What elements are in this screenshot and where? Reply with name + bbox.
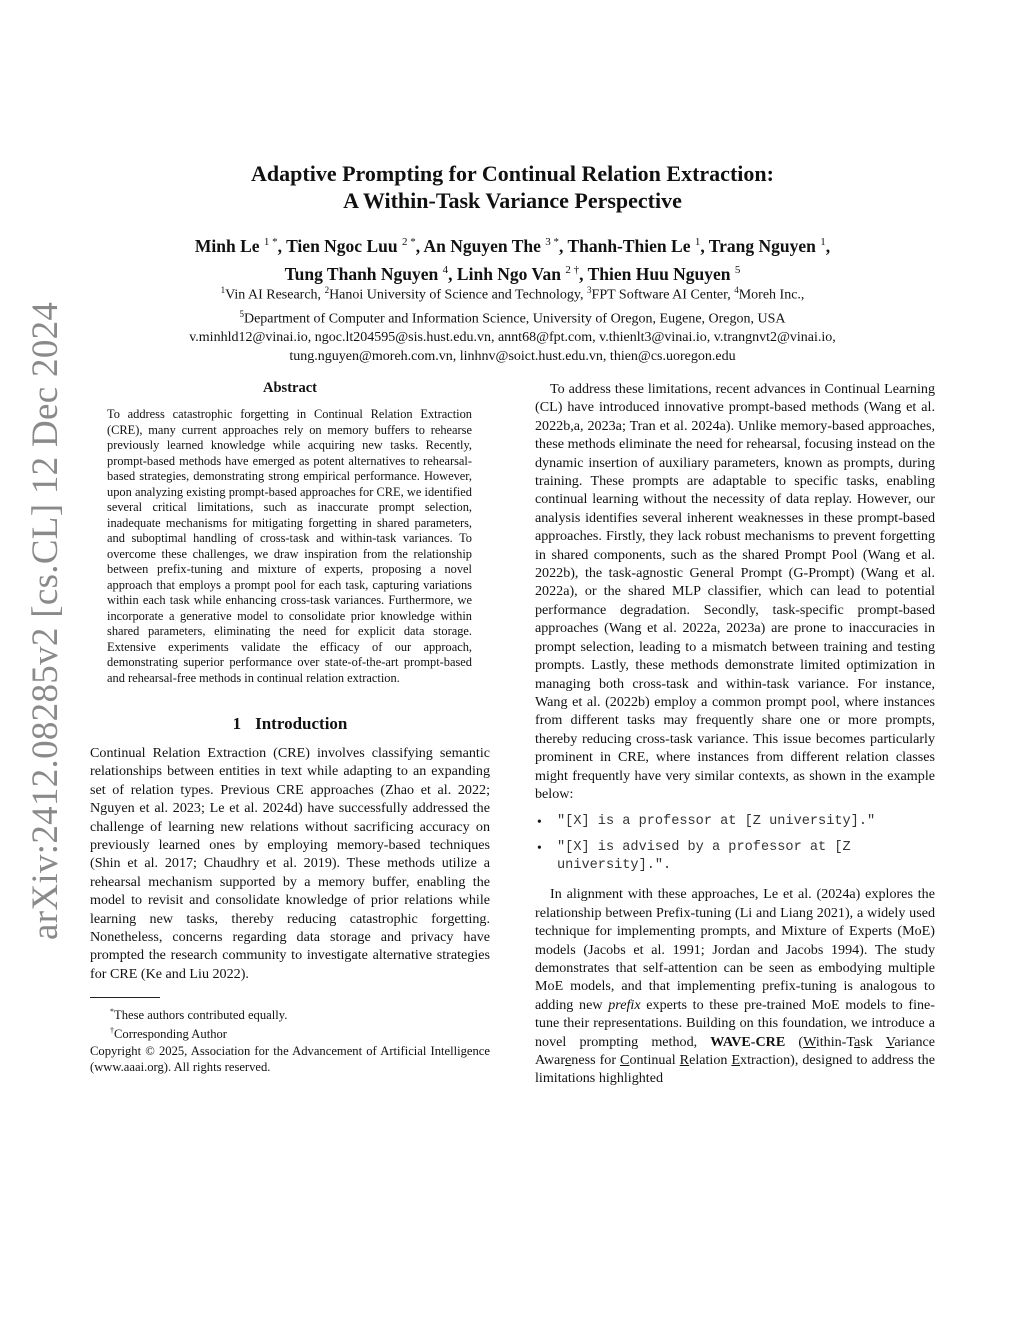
author-affil-mark: 3 * xyxy=(545,236,559,248)
author-line-1: Minh Le $^{1 *}$, Tien Ngoc Luu $^{2 *}$, An Nguyen The $^{3 *}$, Thanh-Thien Le $^1$, Trang Nguyen $^1$, xyxy=(194,235,831,256)
footnote-equal-contribution xyxy=(110,1004,490,1023)
email-line-2: tung.nguyen@moreh.com.vn, linhnv@soict.hust.edu.vn, thien@cs.uoregon.edu xyxy=(289,349,736,365)
right-paragraph-2 xyxy=(535,885,935,1087)
acronym-letter: R xyxy=(679,1052,690,1068)
affil-text: FPT Software AI Center, xyxy=(591,287,735,303)
bullet-dot-icon: • xyxy=(537,840,542,856)
example-bullet-item xyxy=(535,839,935,875)
right-column xyxy=(535,380,935,1088)
acronym-text: xtraction xyxy=(740,1052,791,1068)
acronym-text: ithin-T xyxy=(815,1033,854,1050)
paragraph-text: ( xyxy=(785,1033,804,1050)
introduction-paragraph-1: Continual Relation Extraction (CRE) involves classifying semantic relationships between entities in text while adapting to an expanding set of relation types. Previous CRE approaches (Zhao et al. 2022; Nguyen et al. 2023; Le et al. 2024d) have successfully addressed the challenge of learning new relations without sacrificing accuracy on previously learned ones by employing memory-based techniques (Shin et al. 2017; Chaudhry et al. 2019). These methods utilize a rehearsal mechanism supported by a memory buffer, enabling the model to revisit and consolidate knowledge of prior relations while learning new tasks, thereby reducing catastrophic forgetting. Nonetheless, concerns regarding data storage and privacy have prompted the research community to investigate alternative strategies for CRE (Ke and Liu 2022). xyxy=(90,745,490,982)
method-name: WAVE-CRE xyxy=(710,1033,786,1050)
paragraph-text: In alignment with these approaches, Le et al. (2024a) explores the relationship between Prefix-tuning (Li and Liang 2021), a widely used technique for implementing prompts, and Mixture of Experts (MoE) models (Jacobs et al. 1991; Jordan and Jacobs 1994). The study demonstrates that self-attention can be seen as embodying multiple MoE models, and that implementing prefix-tuning is analogous to adding new xyxy=(535,886,935,1013)
paragraph-text: experts to these pre-trained MoE models to fine-tune their representations. Building on this foundation, we introduce a novel prompting method, xyxy=(535,996,935,1050)
affiliation-line-2 xyxy=(90,305,935,329)
paper-title xyxy=(90,160,935,214)
affil-mark: 5 xyxy=(239,308,244,319)
author-affil-mark: 1 xyxy=(694,236,701,248)
author-affil-mark: 2 * xyxy=(401,236,416,248)
footnote-corresponding-author xyxy=(110,1023,490,1042)
section-number: 1 xyxy=(232,714,242,733)
author-name: Trang Nguyen xyxy=(708,235,816,256)
author-name: An Nguyen The xyxy=(423,235,541,256)
footnote-mark: * xyxy=(110,1007,114,1017)
title-line-1: Adaptive Prompting for Continual Relation Extraction: xyxy=(251,161,774,186)
acronym-letter: W xyxy=(803,1033,816,1050)
author-affil-mark: 4 xyxy=(442,263,449,276)
affiliation-line-1 xyxy=(90,281,935,305)
left-column xyxy=(90,380,490,1075)
arxiv-identifier-stamp: arXiv:2412.08285v2 [cs.CL] 12 Dec 2024 xyxy=(25,301,66,940)
affil-mark: 4 xyxy=(734,285,739,295)
acronym-text: sk xyxy=(860,1033,886,1050)
author-name: Linh Ngo Van xyxy=(456,263,562,284)
affil-text: Vin AI Research, xyxy=(225,287,325,303)
acronym-letter: E xyxy=(731,1052,741,1068)
author-name: Thien Huu Nguyen xyxy=(587,263,731,284)
section-title: Introduction xyxy=(255,714,348,733)
abstract-heading: Abstract xyxy=(263,380,317,396)
acronym-text: elation xyxy=(689,1052,732,1068)
affil-mark: 2 xyxy=(324,285,330,295)
footnote-divider xyxy=(90,997,160,998)
author-name: Tien Ngoc Luu xyxy=(286,235,398,256)
author-name: Thanh-Thien Le xyxy=(567,235,691,256)
acronym-letter: a xyxy=(854,1033,861,1050)
acronym-text: ariance Awar xyxy=(535,1033,936,1068)
right-paragraph-1: To address these limitations, recent advances in Continual Learning (CL) have introduced innovative prompt-based methods (Wang et al. 2022b,a, 2023a; Tran et al. 2024a). Unlike memory-based approaches, these methods eliminate the need for rehearsal, focusing instead on the dynamic insertion of auxiliary parameters, known as prompts, during training. These prompts are adaptable to specific tasks, enabling continual learning without the necessity of data replay. However, our analysis identifies several inherent weaknesses in these prompt-based approaches. Firstly, they lack robust mechanisms to prevent forgetting in shared components, such as the shared Prompt Pool (Wang et al. 2022b), the task-agnostic General Prompt (G-Prompt) (Wang et al. 2022a), or the shared MLP classifier, which can lead to potential performance degradation. Secondly, task-specific prompt-based approaches (Wang et al. 2022a, 2023a) are prone to inaccuracies in prompt selection, leading to a mismatch between training and testing prompts. Lastly, these methods demonstrate limited optimization in managing both cross-task and within-task variance. For instance, Wang et al. (2022b) employ a common prompt pool, where instances from different tasks may frequently share one or more prompts, thereby reducing cross-task variance. This issue becomes particularly prominent in CRE, where instances from different relation classes might frequently have very similar contexts, as shown in the example below: xyxy=(535,381,935,802)
affil-text: Department of Computer and Information Science, University of Oregon, Eugene, Oregon, USA xyxy=(243,311,786,327)
footnote-text: Corresponding Author xyxy=(114,1027,227,1042)
bullet-dot-icon: • xyxy=(537,814,542,830)
footnote-mark: † xyxy=(110,1026,114,1036)
footnote-text: These authors contributed equally. xyxy=(114,1008,288,1023)
acronym-text: ontinual xyxy=(629,1052,680,1068)
affil-mark: 3 xyxy=(587,285,592,295)
author-affil-mark: 5 xyxy=(734,263,741,276)
author-affil-mark: 1 xyxy=(820,236,826,248)
acronym-letter: V xyxy=(885,1033,895,1050)
copyright-notice: Copyright © 2025, Association for the Advancement of Artificial Intelligence (www.aaai.org). All rights reserved. xyxy=(90,1043,490,1074)
author-affil-mark: 1 * xyxy=(263,236,278,248)
author-affil-mark: 2 † xyxy=(565,263,580,276)
affil-text: Moreh Inc., xyxy=(738,287,805,303)
affil-text: Hanoi University of Science and Technology, xyxy=(329,287,588,303)
acronym-letter: C xyxy=(620,1052,630,1068)
abstract-text: To address catastrophic forgetting in Continual Relation Extraction (CRE), many current approaches rely on memory buffers to rehearse previously learned knowledge while acquiring new tasks. Recently, prompt-based methods have emerged as potent alternatives to rehearsal-based strategies, demonstrating strong empirical performance. However, upon analyzing existing prompt-based approaches for CRE, we identified several critical limitations, such as inaccurate prompt selection, inadequate mechanisms for mitigating forgetting in shared parameters, and suboptimal handling of cross-task and within-task variances. To overcome these challenges, we draw inspiration from the relationship between prefix-tuning and mixture of experts, proposing a novel approach that employs a prompt pool for each task, capturing variations within each task while enhancing cross-task variances. Furthermore, we incorporate a generative model to consolidate prior knowledge within shared parameters, eliminating the need for explicit data storage. Extensive experiments validate the efficacy of our approach, demonstrating superior performance over state-of-the-art prompt-based and rehearsal-free methods in continual relation extraction. xyxy=(107,407,472,685)
title-line-2: A Within-Task Variance Perspective xyxy=(343,188,682,213)
emphasis-text: prefix xyxy=(608,996,641,1013)
affiliations xyxy=(90,281,935,366)
example-bullet-list xyxy=(535,813,935,875)
example-text: "[X] is a professor at [Z university]." xyxy=(557,814,876,830)
affil-mark: 1 xyxy=(220,285,226,295)
author-line-2: Tung Thanh Nguyen $^4$, Linh Ngo Van $^{2 \dagger}$, Thien Huu Nguyen $^5$ xyxy=(284,263,741,284)
acronym-text: ness for xyxy=(571,1052,621,1068)
author-name: Minh Le xyxy=(194,235,260,256)
example-bullet-item xyxy=(535,813,935,831)
acronym-letter: e xyxy=(565,1052,572,1068)
section-heading-introduction xyxy=(90,714,490,734)
author-name: Tung Thanh Nguyen xyxy=(284,263,439,284)
author-list xyxy=(90,230,935,286)
example-text: "[X] is advised by a professor at [Z university].". xyxy=(557,840,851,874)
paragraph-text: ), designed to address the limitations highlighted xyxy=(535,1052,935,1087)
email-line-1: v.minhld12@vinai.io, ngoc.lt204595@sis.hust.edu.vn, annt68@fpt.com, v.thienlt3@vinai.io, v.trangnvt2@vinai.io, xyxy=(189,330,836,346)
